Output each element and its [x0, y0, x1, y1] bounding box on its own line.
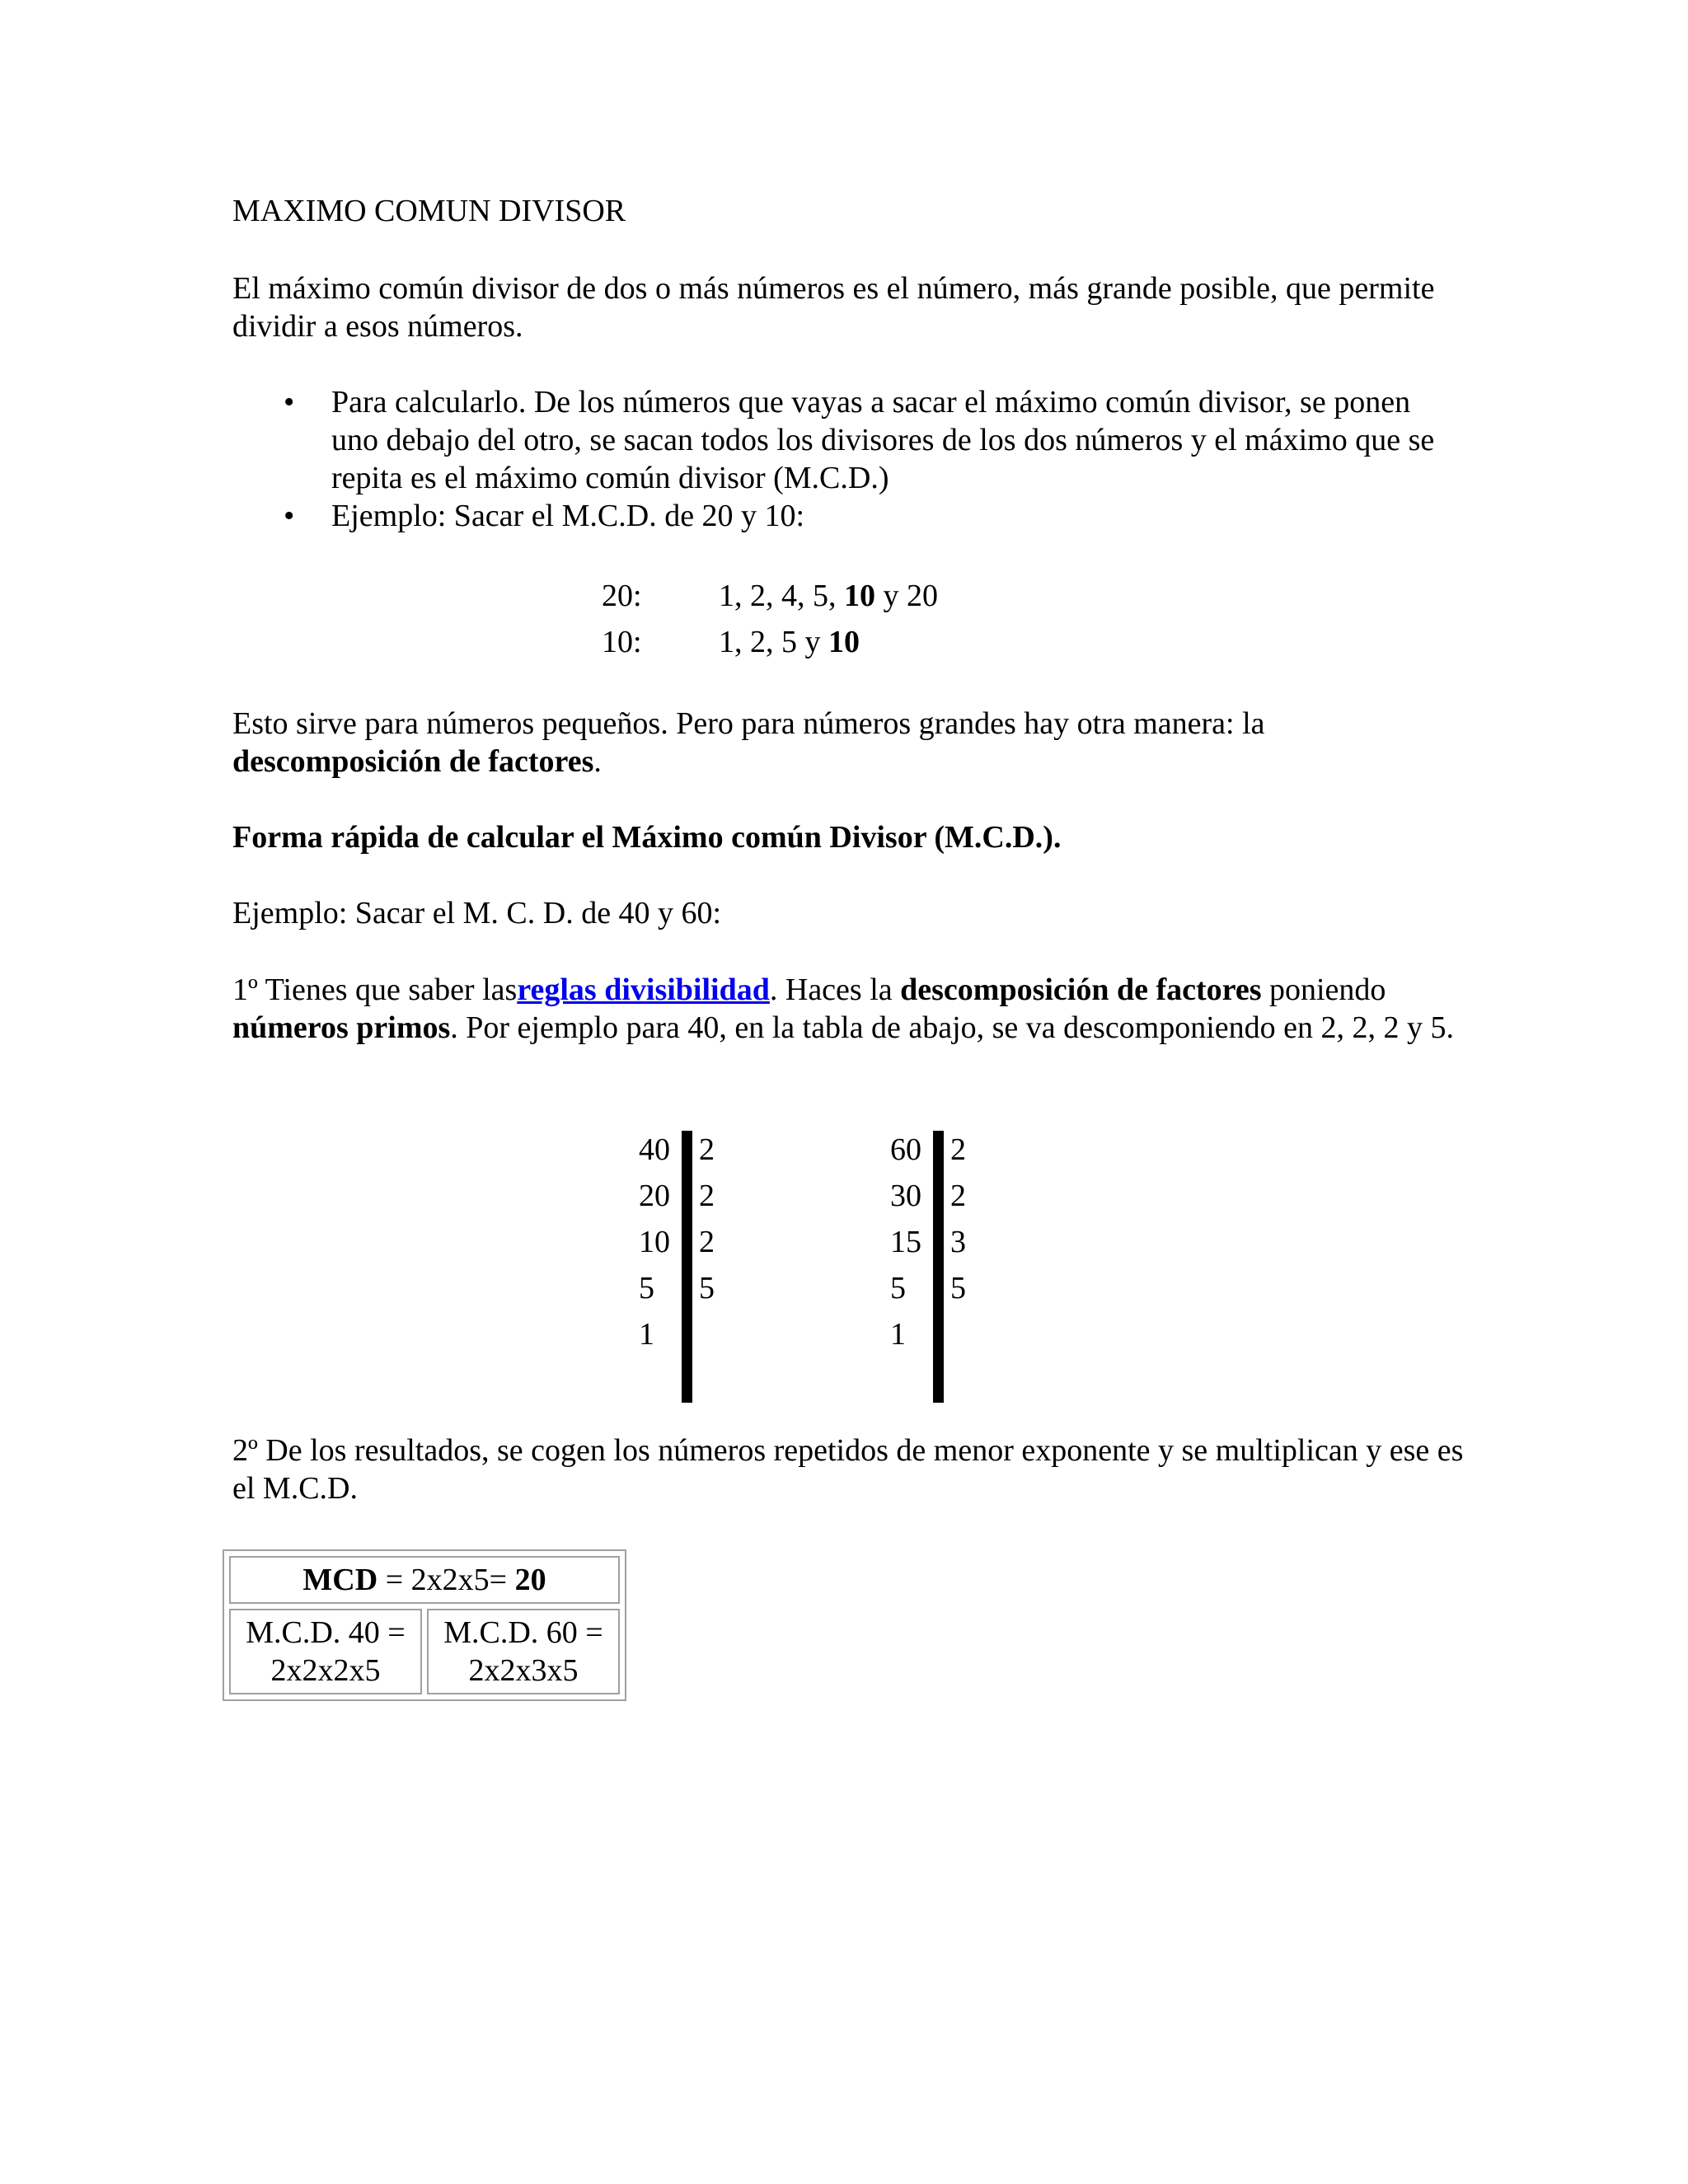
- list-item: [232, 383, 1436, 497]
- prime-factor: 2: [699, 1225, 715, 1259]
- factor-quotient: 5: [890, 1271, 906, 1305]
- divisibility-rules-link[interactable]: reglas divisibilidad: [517, 972, 770, 1007]
- bullet-list: [232, 383, 1436, 535]
- factor-quotient: 40: [639, 1132, 670, 1167]
- list-item: [232, 497, 1436, 535]
- prime-factor: 2: [699, 1179, 715, 1213]
- mcd-result-cell: MCD = 2x2x5= 20: [229, 1556, 620, 1604]
- table-row: [229, 1609, 620, 1694]
- prime-factor: 3: [950, 1225, 966, 1259]
- example-paragraph: Ejemplo: Sacar el M. C. D. de 40 y 60:: [232, 896, 722, 930]
- divisors-list: 1, 2, 5 y 10: [719, 625, 860, 659]
- division-bar: [682, 1131, 692, 1403]
- bullet-icon: •: [284, 385, 295, 419]
- divisors-number: 20:: [602, 579, 642, 613]
- factor-quotient: 20: [639, 1179, 670, 1213]
- division-bar: [933, 1131, 944, 1403]
- bullet-text: Ejemplo: Sacar el M.C.D. de 20 y 10:: [331, 499, 805, 533]
- divisors-list: 1, 2, 4, 5, 10 y 20: [719, 579, 938, 613]
- factor-quotient: 10: [639, 1225, 670, 1259]
- mcd-40-cell: M.C.D. 40 = 2x2x2x5: [229, 1609, 422, 1694]
- table-row: [229, 1556, 620, 1604]
- factor-quotient: 5: [639, 1271, 654, 1305]
- mcd-result-table: [223, 1549, 626, 1701]
- factor-quotient: 60: [890, 1132, 921, 1167]
- divisors-number: 10:: [602, 625, 642, 659]
- small-numbers-paragraph: Esto sirve para números pequeños. Pero para números grandes hay otra manera: la descomposición de factores.: [232, 706, 1265, 779]
- factor-quotient: 30: [890, 1179, 921, 1213]
- step2-paragraph: 2º De los resultados, se cogen los números repetidos de menor exponente y se multiplican y ese es el M.C.D.: [232, 1433, 1464, 1506]
- bullet-icon: •: [284, 499, 295, 533]
- section-heading: Forma rápida de calcular el Máximo común Divisor (M.C.D.).: [232, 820, 1062, 855]
- prime-factor: 2: [950, 1132, 966, 1167]
- intro-paragraph: El máximo común divisor de dos o más números es el número, más grande posible, que permite dividir a esos números.: [232, 271, 1435, 344]
- step1-paragraph: 1º Tienes que saber lasreglas divisibilidad. Haces la descomposición de factores poniendo números primos. Por ejemplo para 40, en la tabla de abajo, se va descomponiendo en 2, 2, 2 y 5.: [232, 972, 1455, 1045]
- prime-factor: 2: [699, 1132, 715, 1167]
- page-title: MAXIMO COMUN DIVISOR: [232, 194, 626, 228]
- prime-factor: 5: [699, 1271, 715, 1305]
- factor-quotient: 1: [639, 1317, 654, 1352]
- factor-quotient: 1: [890, 1317, 906, 1352]
- factor-quotient: 15: [890, 1225, 921, 1259]
- prime-factor: 2: [950, 1179, 966, 1213]
- bullet-text: Para calcularlo. De los números que vayas a sacar el máximo común divisor, se ponen uno debajo del otro, se sacan todos los divisores de los dos números y el máximo que se repita es el máximo común divisor (M.C.D.): [331, 385, 1435, 495]
- prime-factor: 5: [950, 1271, 966, 1305]
- mcd-60-cell: M.C.D. 60 = 2x2x3x5: [427, 1609, 620, 1694]
